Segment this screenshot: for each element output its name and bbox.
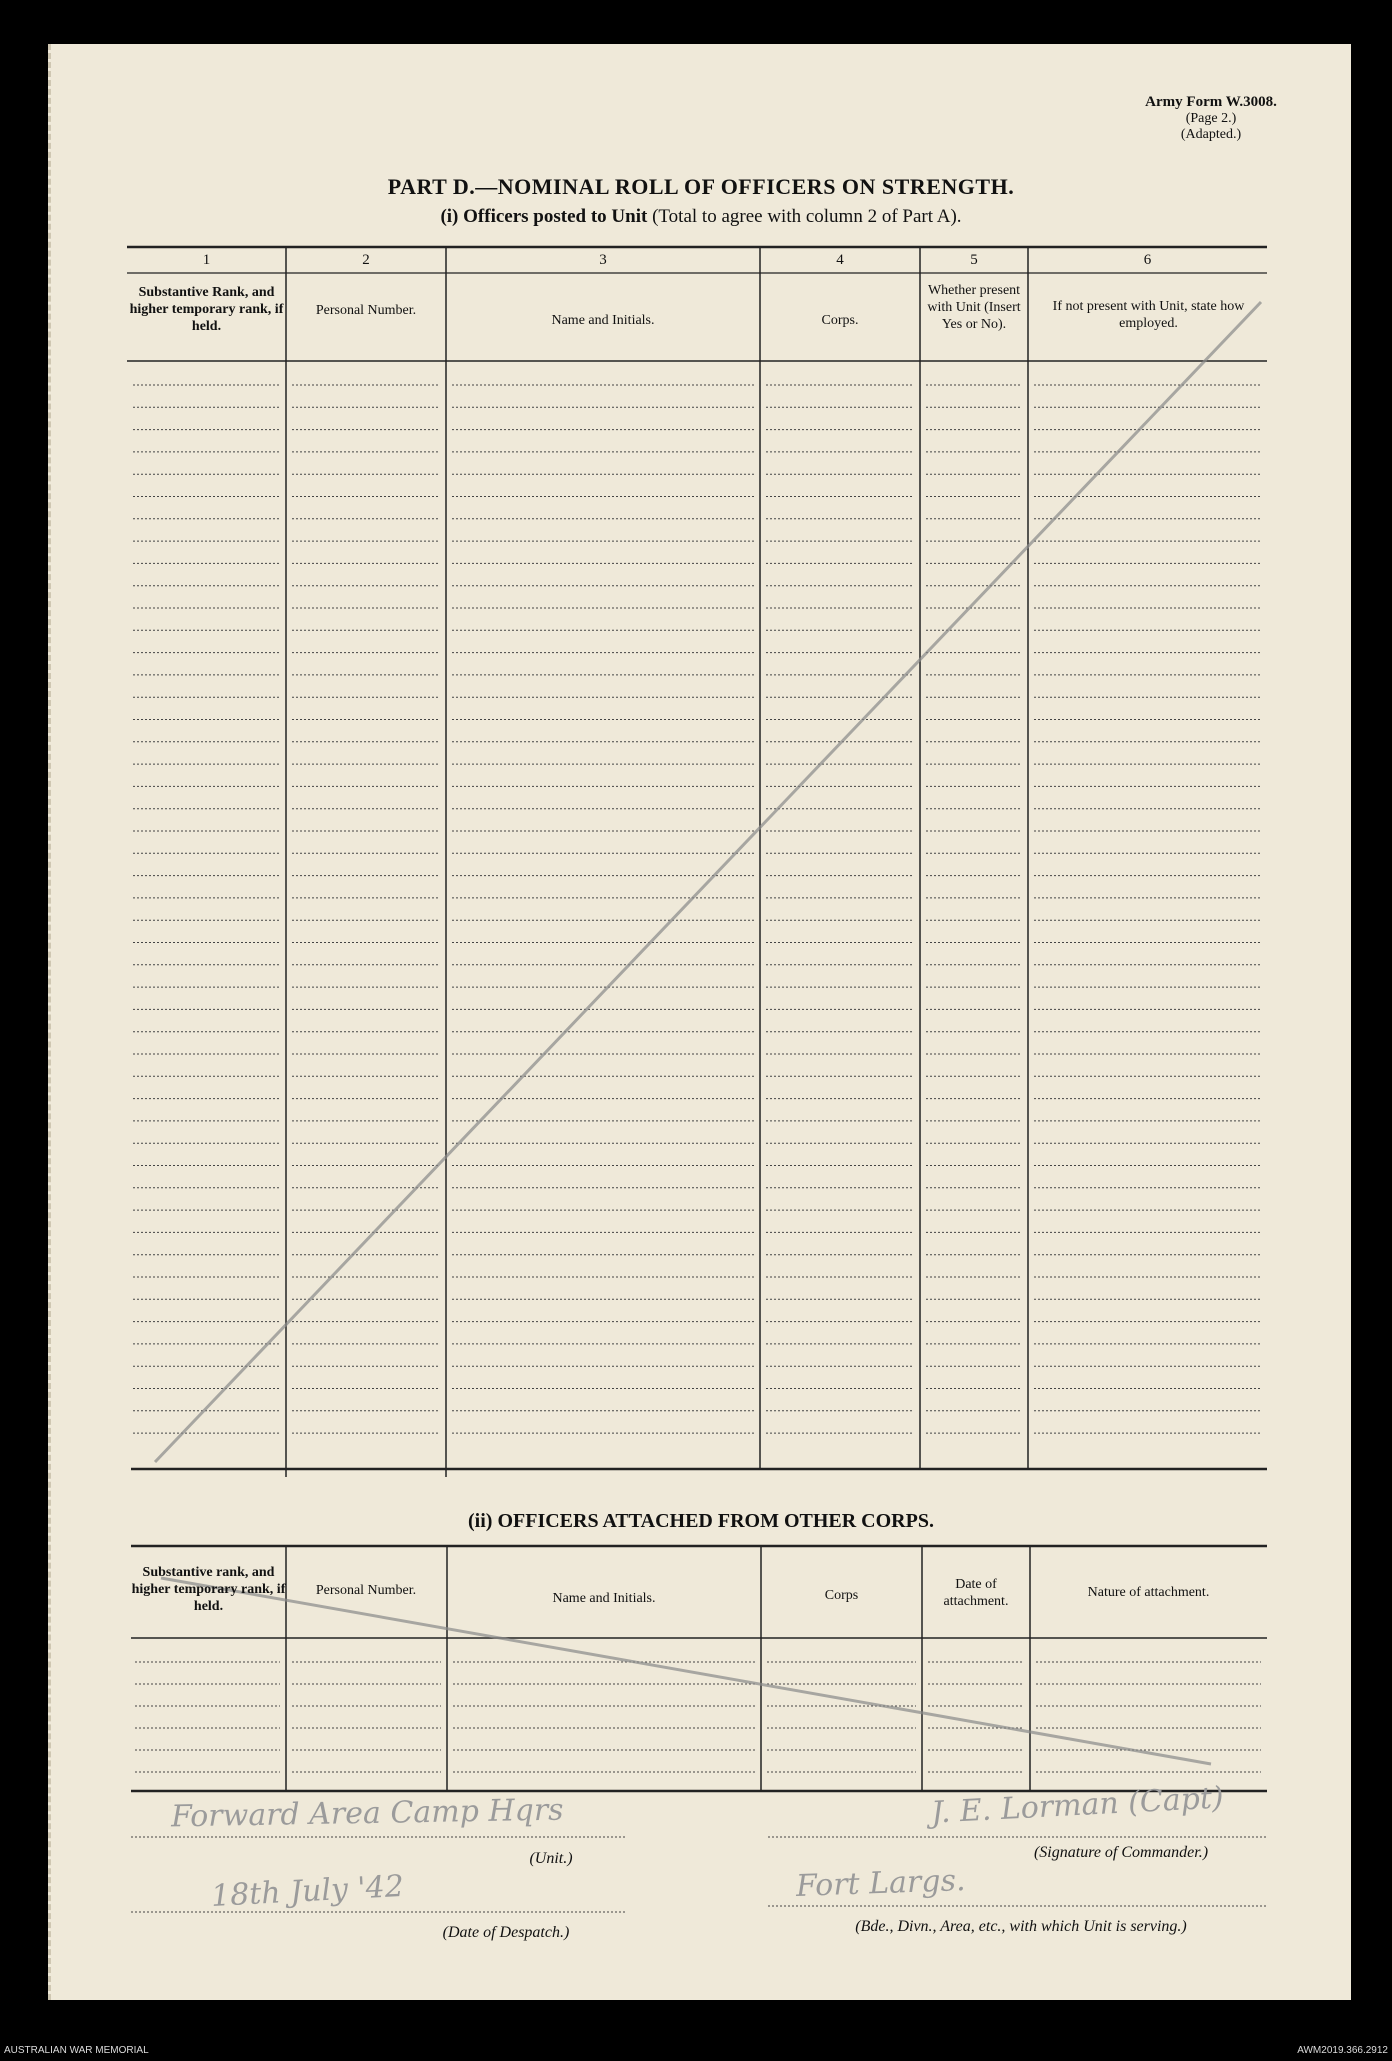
unit-label: (Unit.) — [529, 1850, 573, 1867]
table-i-ruled-lines — [133, 385, 1261, 1433]
pencil-strike-line-i — [155, 302, 1261, 1462]
date-despatch-label: (Date of Despatch.) — [442, 1924, 570, 1941]
handwritten-bde: Fort Largs. — [795, 1863, 967, 1904]
section-i-title-bold: (i) Officers posted to Unit — [440, 206, 648, 227]
footer-accession: AWM2019.366.2912 — [1297, 2045, 1388, 2056]
footer-institution: AUSTRALIAN WAR MEMORIAL — [4, 2045, 149, 2056]
handwritten-commander-signature: J. E. Lorman (Capt) — [930, 1780, 1225, 1831]
table-ii-ruled-lines — [135, 1662, 1261, 1772]
column-number-4: 4 — [836, 252, 844, 268]
table-i-column-rules — [286, 247, 1028, 1477]
header-ii-nature-attachment: Nature of attachment. — [1087, 1585, 1210, 1600]
commander-label: (Signature of Commander.) — [1033, 1844, 1209, 1861]
header-ii-personal-number: Personal Number. — [315, 1583, 417, 1598]
form-page-number: (Page 2.) — [1185, 111, 1237, 126]
header-corps: Corps. — [821, 313, 859, 328]
archive-footer — [0, 2045, 1392, 2061]
header-ii-corps: Corps — [824, 1588, 859, 1603]
column-number-5: 5 — [970, 252, 978, 268]
header-substantive-rank: Substantive Rank, and higher temporary rank, if held. — [129, 285, 284, 334]
table-i-grid — [51, 44, 1351, 2000]
column-number-1: 1 — [202, 252, 211, 268]
handwritten-date: 18th July '42 — [210, 1868, 405, 1915]
header-whether-present: Whether present with Unit (Insert Yes or No). — [927, 283, 1021, 332]
header-name-initials: Name and Initials. — [551, 313, 655, 328]
form-number: Army Form W.3008. — [1145, 94, 1277, 110]
header-ii-name-initials: Name and Initials. — [552, 1591, 656, 1606]
header-how-employed: If not present with Unit, state how employed. — [1052, 299, 1245, 331]
bde-label: (Bde., Divn., Area, etc., with which Unit is serving.) — [855, 1918, 1187, 1935]
header-ii-substantive-rank: Substantive rank, and higher temporary rank, if held. — [131, 1565, 286, 1614]
column-number-6: 6 — [1143, 252, 1152, 268]
column-number-2: 2 — [362, 252, 370, 268]
section-i-title-rest: (Total to agree with column 2 of Part A). — [647, 206, 962, 227]
column-number-3: 3 — [599, 252, 607, 268]
header-personal-number: Personal Number. — [315, 303, 417, 318]
header-ii-date-attachment: Date of attachment. — [943, 1577, 1009, 1609]
section-ii-title: (ii) OFFICERS ATTACHED FROM OTHER CORPS. — [468, 1510, 934, 1532]
page-title: PART D.—NOMINAL ROLL OF OFFICERS ON STRENGTH. — [387, 174, 1015, 199]
handwritten-unit: Forward Area Camp Hqrs — [170, 1792, 564, 1835]
form-adapted: (Adapted.) — [1180, 127, 1242, 142]
form-page — [48, 44, 1351, 2000]
